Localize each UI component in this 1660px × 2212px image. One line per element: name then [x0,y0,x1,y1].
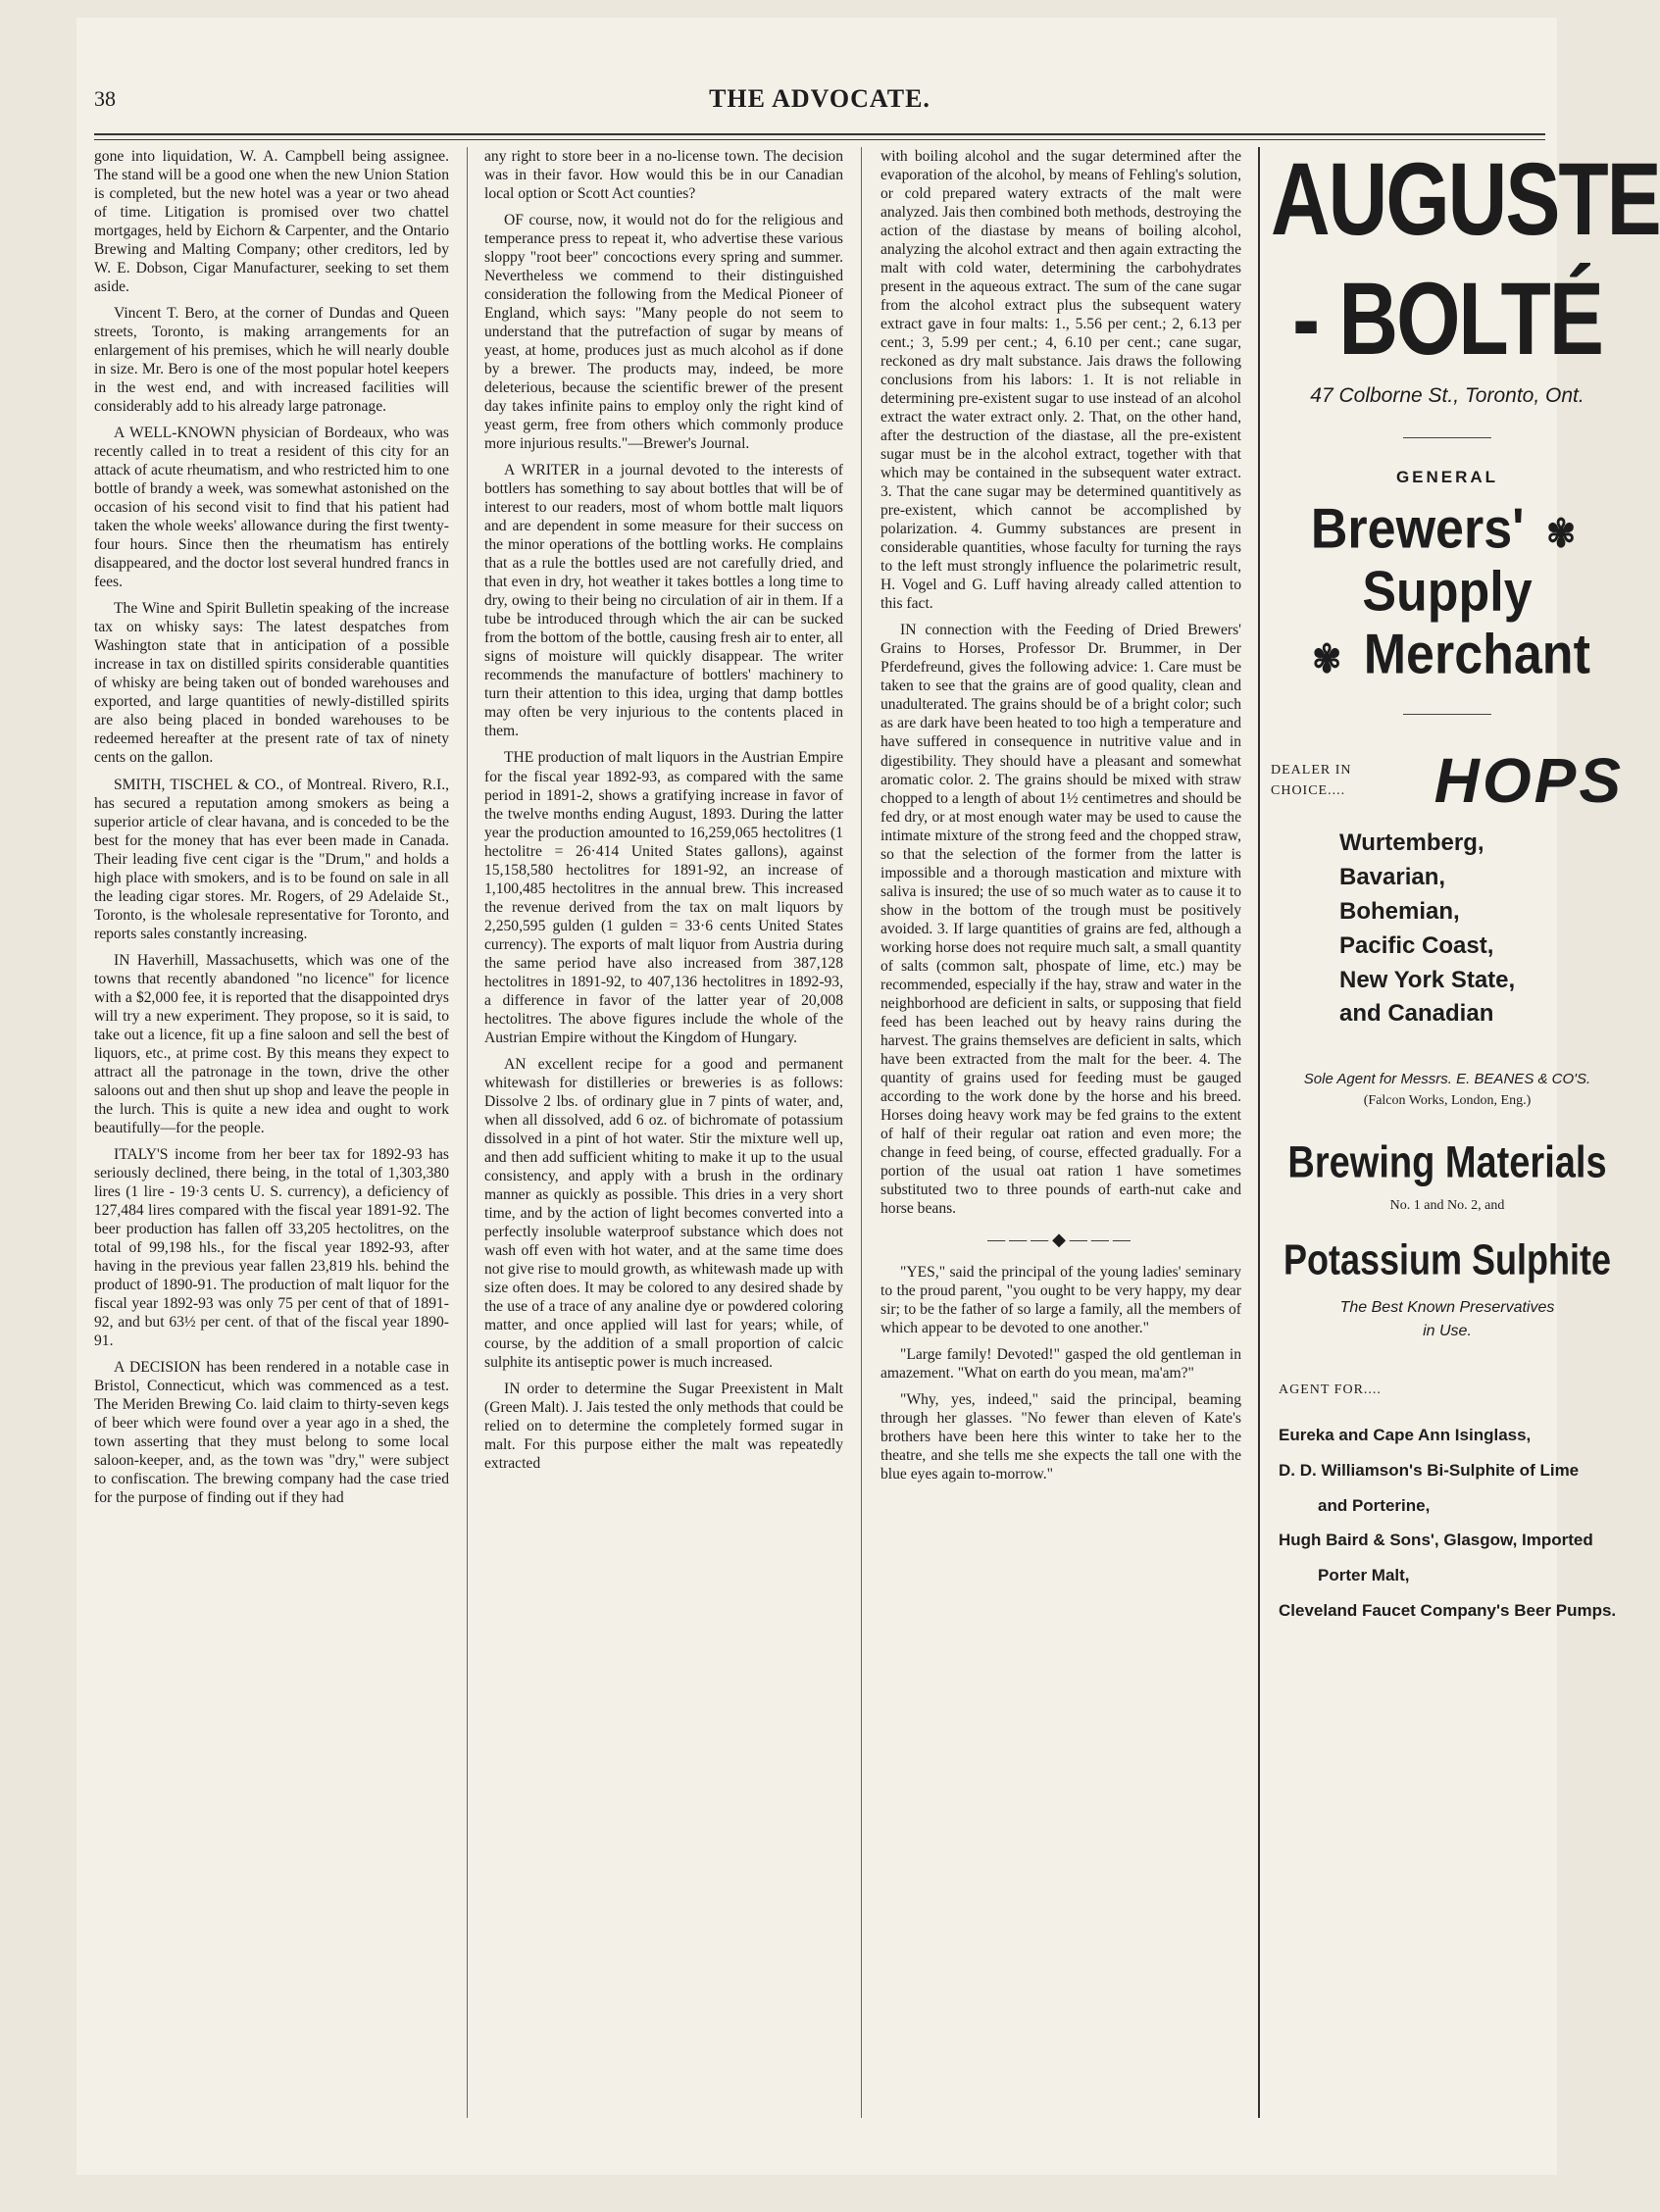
agent-for-label: AGENT FOR.... [1279,1382,1382,1398]
ad-title-word: Brewers' [1310,498,1525,561]
dealer-label [1271,760,1352,801]
preservatives-line: The Best Known Preservatives [1339,1299,1555,1317]
falcon-works: (Falcon Works, London, Eng.) [1363,1093,1532,1109]
materials-nos: No. 1 and No. 2, and [1389,1198,1505,1214]
article-column-1 [94,147,449,2118]
ad-general: GENERAL [1395,468,1499,486]
agent-items [1279,1418,1624,1628]
article-column-2 [484,147,843,2118]
potassium-sulphite: Potassium Sulphite [1283,1234,1612,1284]
journal-title: THE ADVOCATE. [709,84,931,113]
ad-title-supply: Supply [1362,560,1533,624]
paragraph: IN Haverhill, Massachusetts, which was one of the towns that recently abandoned "no licence" for licence with a $2,000 fee, it is reported that the disappointed drys will try a new experiment. They propose, so it is said, to take out a licence, fit up a fine saloon and sell the best of liquors, etc., at prime cost. By this means they expect to attract all the patronage in the town, drive the other saloons out and then shut up shop and leave the people in the lurch. This is quite a new idea and ought to work beautifully—for the people. [94,951,449,1136]
paragraph: AN excellent recipe for a good and permanent whitewash for distilleries or breweries is as follows: Dissolve 2 lbs. of ordinary glue in 7 pints of water, and, when all dissolved, add 6 oz. of bichromate of potassium dissolved in a pint of hot water. Stir the mixture well up, and then add sufficient whiting to make it up to the usual consistency, and apply with a brush in the ordinary manner as quickly as possible. This dries in a very short time, and by the action of light becomes converted into a perfectly insoluble waterproof substance which does not wash off even with hot water, and at the same time does not give rise to mould growth, as whitewash made up with size often does. It may be colored to any desired shade by the use of a trace of any analine dye or powdered coloring matter, and once applied will last for years; while, of course, by the addition of a small proportion of calcic sulphite its antiseptic power is much increased. [484,1055,843,1371]
hops-item: Pacific Coast, [1339,931,1494,959]
paragraph: IN order to determine the Sugar Preexistent in Malt (Green Malt). J. Jais tested the only methods that could be relied on to determine the completely formed sugar in malt. For this purpose either the malt was repeatedly extracted [484,1381,843,1473]
paragraph: OF course, now, it would not do for the religious and temperance press to repeat it, who advertise these various sloppy "root beer" concoctions every spring and summer. Nevertheless we commend to their distinguished consideration the following from the Medical Pioneer of England, which says: "Many people do not seem to understand that the putrefaction of sugar by means of yeast, at home, produces just as much alcohol as if done by a brewer. The products may, indeed, be more deleterious, because the scientific brewer of the present day takes infinite pains to employ only the right kind of yeast germ, free from others which commonly produce more injurious results."—Brewer's Journal. [484,212,843,453]
flower-icon: ✾ [1312,635,1342,680]
agent-item: D. D. Williamson's Bi-Sulphite of Lime [1279,1460,1580,1480]
paragraph: A DECISION has been rendered in a notable case in Bristol, Connecticut, which was commenced as a test. The Meriden Brewing Co. laid claim to thirty-seven kegs of beer which were found over a year ago in a shed, the town asserting that they must belong to some local saloon-keeper, and, as the town was "dry," were subject to confiscation. The brewing company had the case tried for the purpose of finding out if they had [94,1358,449,1507]
paragraph: gone into liquidation, W. A. Campbell being assignee. The stand will be a good one when the new Union Station is completed, but the new hotel was a year or two ahead of time. Litigation is promised over two chattel mortgages, held by Eichorn & Carpenter, and the Ontario Brewing and Malting Company; other creditors, led by W. E. Dobson, Cigar Manufacturer, seeking to set them aside. [94,148,449,296]
hops-heading: HOPS [1434,745,1624,817]
header-rule [94,133,1545,135]
paragraph: Vincent T. Bero, at the corner of Dundas and Queen streets, Toronto, is making arrangements for an enlargement of his premises, which he will nearly double in size. Mr. Bero is one of the most popular hotel keepers in the west end, and with increased facilities will considerably add to his already large patronage. [94,305,449,416]
agent-item: Cleveland Faucet Company's Beer Pumps. [1279,1600,1617,1620]
newspaper-page [76,18,1660,2175]
sole-agent: Sole Agent for Messrs. E. BEANES & CO'S. [1303,1071,1591,1088]
column-divider [467,147,468,2118]
paragraph: A WRITER in a journal devoted to the interests of bottlers has something to say about bottles that will be of interest to our readers, most of whom bottle malt liquors and are dependent in some measure for their success on the minor operations of the bottling works. He complains that as a rule the bottles used are not carefully dried, and that even in dry, hot weather it takes bottles a long time to dry, owing to their being no circulation of air in them. If a tube be introduced through which the air can be sucked from the bottom of the bottle, causing fresh air to enter, all signs of moisture will quickly disappear. The writer recommends the manufacture of bottlers' machinery to turn their attention to this idea, urging that damp bottles may often be very injurious to the contents placed in them. [484,462,843,740]
dealer-label-line: DEALER IN [1271,763,1352,779]
hops-item: Bohemian, [1339,897,1460,925]
ad-title-merchant [1271,624,1624,688]
ad-separator [1403,714,1491,715]
flower-icon: ✾ [1545,510,1577,555]
paragraph: "YES," said the principal of the young ladies' seminary to the proud parent, "you ought to be very happy, my dear sir; to be the father of so large a family, all the members of which appear to be devoted to one another." [880,1263,1241,1336]
preservatives-line: in Use. [1423,1323,1472,1340]
page-header [94,76,1545,126]
page-number: 38 [94,86,116,111]
agent-item: Eureka and Cape Ann Isinglass, [1279,1426,1532,1445]
section-ornament: ———◆——— [987,1229,1134,1249]
paragraph: SMITH, TISCHEL & CO., of Montreal. Rivero, R.I., has secured a reputation among smokers as being a superior article of clear havana, and is conceded to be the best for the money that has ever been made in Canada. Their leading five cent cigar is the "Drum," and holds a high place with smokers, and is to be found on sale in all the leading cigar stores. Mr. Rogers, of 29 Adelaide St., Toronto, is the wholesale representative for Toronto, and reports sales constantly increasing. [94,776,449,942]
hops-row [1271,744,1624,817]
ad-name-line2: - BOLTÉ [1292,260,1602,377]
ad-divider [1258,147,1260,2118]
paragraph: with boiling alcohol and the sugar determined after the evaporation of the alcohol, by means of Fehling's solution, or cold prepared watery extracts of the malt were analyzed. Jais then combined both methods, destroying the action of the diastase by means of boiling alcohol, analyzing the alcohol extract and then again extracting the malt with cold water, determining the carbohydrates present in the aqueous extract. The sum of the cane sugar from the alcohol extract plus the subsequent watery extract gave in four malts: 1., 5.56 per cent.; 2, 6.13 per cent.; 3, 5.99 per cent.; 4, 6.10 per cent.; cane sugar, reckoned as dry malt substance. Jais draws the following conclusions from his labors: 1. It is not reliable in determining pre-existent sugar to use instead of an alcohol extract the water extract only. 2. That, on the other hand, after the destruction of the diastase, all the pre-existent sugar must be in the alcohol extract, together with that which may be contained in the subsequent water extract. 3. That the cane sugar may be determined quantitively as pre-existent, which cannot be accomplished by polarization. 4. Gummy substances are present in considerable quantities, whose faculty for turning the rays to the left must strongly influence the polarimetric result, H. Vogel and G. Luff having already called attention to this fact. [880,148,1241,613]
article-column-3 [880,147,1241,2118]
ad-separator [1403,437,1491,438]
brewing-materials: Brewing Materials [1287,1137,1607,1188]
paragraph: The Wine and Spirit Bulletin speaking of the increase tax on whisky says: The latest despatches from Washington state that in anticipation of a possible increase in tax on distilled spirits considerable quantities of whisky are being taken out of bonded warehouses and exported, and large quantities of newly-distilled spirits are also being placed in bonded warehouses to be redeemed hereafter at the present rate of tax of ninety cents on the gallon. [94,600,449,767]
hops-item: and Canadian [1339,1000,1494,1028]
agent-item: Hugh Baird & Sons', Glasgow, Imported [1279,1531,1593,1550]
paragraph: "Large family! Devoted!" gasped the old gentleman in amazement. "What on earth do you mean, ma'am?" [880,1345,1241,1382]
agent-item: Porter Malt, [1318,1565,1410,1584]
dealer-label-line: CHOICE.... [1271,783,1346,799]
paragraph: A WELL-KNOWN physician of Bordeaux, who was recently called in to treat a resident of this city for an attack of acute rheumatism, and who restricted him to one bottle of brandy a week, was somewhat astonished on the occasion of his second visit to find that his patient had taken the whole weeks' allowance during the first twenty-four hours. Since then the rheumatism has entirely disappeared, and the doctor lost several hundred francs in fees. [94,425,449,591]
hops-item: Bavarian, [1339,864,1446,891]
paragraph: IN connection with the Feeding of Dried Brewers' Grains to Horses, Professor Dr. Brummer, in Der Pferdefreund, gives the following advice: 1. Care must be taken to see that the grains are of good quality, clean and unadulterated. The grains should be of a bright color; such as are dark have been heated to too high a temperature and have suffered in consequence in nutritive value and in digestibility. They should have a pleasant and somewhat aromatic color. 2. The grains should be mixed with straw chopped to a length of about 1½ centimetres and should be fed dry, or at most enough water may be used to cause the intimate mixture of the strong feed and the chopped straw, so that the selection of the former from the latter is impossible and a thorough mastication and mixture with saliva is insured; the use of so much water as to cause it to show in the bottom of the trough must be positively avoided. 3. If large quantities of grains are fed, although a working horse does not require much salt, a small quantity of salts (common salt, phospate of lime, etc.) may be recommended, especially if the hay, straw and water in the neighborhood are deficient in salts, or supposing that field feed has been leached out by heavy rains during the harvest. The grains themselves are deficient in salts, which have been extracted from the malt for the beer. 4. The quantity of grains used for feeding must be gauged according to the work done by the horse and his breed. Horses doing heavy work may be fed grains to the extent of half of their regular oat ration and even more; the change in feed being, of course, effected gradually. For a portion of the usual oat ration 1 have sometimes substituted two to three pounds of earth-nut cake and horse beans. [880,622,1241,1217]
preservatives-note [1271,1296,1624,1343]
ad-name-line1: AUGUSTE [1271,140,1660,257]
agent-item: and Porterine, [1318,1495,1431,1515]
paragraph: ITALY'S income from her beer tax for 1892-93 has seriously declined, there being, in the total of 1,303,380 lires (1 lire - 19·3 cents U. S. currency), a deficiency of 127,484 lires compared with the fiscal year 1891-92. The beer production has fallen off 33,205 hectolitres, on the total of 99,198 hls., for the fiscal year 1892-93, after having in the previous year fallen 23,819 hls. behind the product of 1890-91. The production of malt liquor for the fiscal year 1892-93 was only 75 per cent of that of 1891-92, and but 63½ per cent. of that of the fiscal year 1890-91. [94,1145,449,1349]
ad-title-word: Merchant [1363,623,1590,686]
hops-item: New York State, [1339,966,1516,993]
ad-title-brewers [1271,498,1624,563]
paragraph: THE production of malt liquors in the Austrian Empire for the fiscal year 1892-93, as compared with the same period in 1891-2, shows a gratifying increase in favor of the twelve months ending August, 1893. During the latter year the production amounted to 16,259,065 hectolitres (1 hectolitre = 26·414 United States gallons), against 15,158,580 hectolitres for 1891-92, an increase of 1,100,485 hectolitres in the annual brew. This increased the revenue derived from the tax on malt liquors by 2,250,595 gulden (1 gulden = 33·6 cents United States currency). The exports of malt liquor from Austria during the same period have also increased from 387,128 hectolitres in 1891-92, to 407,136 hectolitres in 1892-93, a difference in favor of the latter year of 20,008 hectolitres. The above figures include the whole of the Austrian Empire without the Kingdom of Hungary. [484,749,843,1046]
column-divider [861,147,862,2118]
paragraph: "Why, yes, indeed," said the principal, beaming through her glasses. "No fewer than eleven of Kate's brothers have been here this winter to take her to the theatre, and she tells me she expects the tall one with the blue eyes again to-morrow." [880,1390,1241,1483]
ad-address: 47 Colborne St., Toronto, Ont. [1310,384,1585,407]
paragraph: any right to store beer in a no-license town. The decision was in their favor. How would this be in our Canadian local option or Scott Act counties? [484,148,843,203]
hops-item: Wurtemberg, [1339,830,1484,857]
advertisement-bolte [1271,140,1660,2118]
hops-list [1339,827,1624,1031]
